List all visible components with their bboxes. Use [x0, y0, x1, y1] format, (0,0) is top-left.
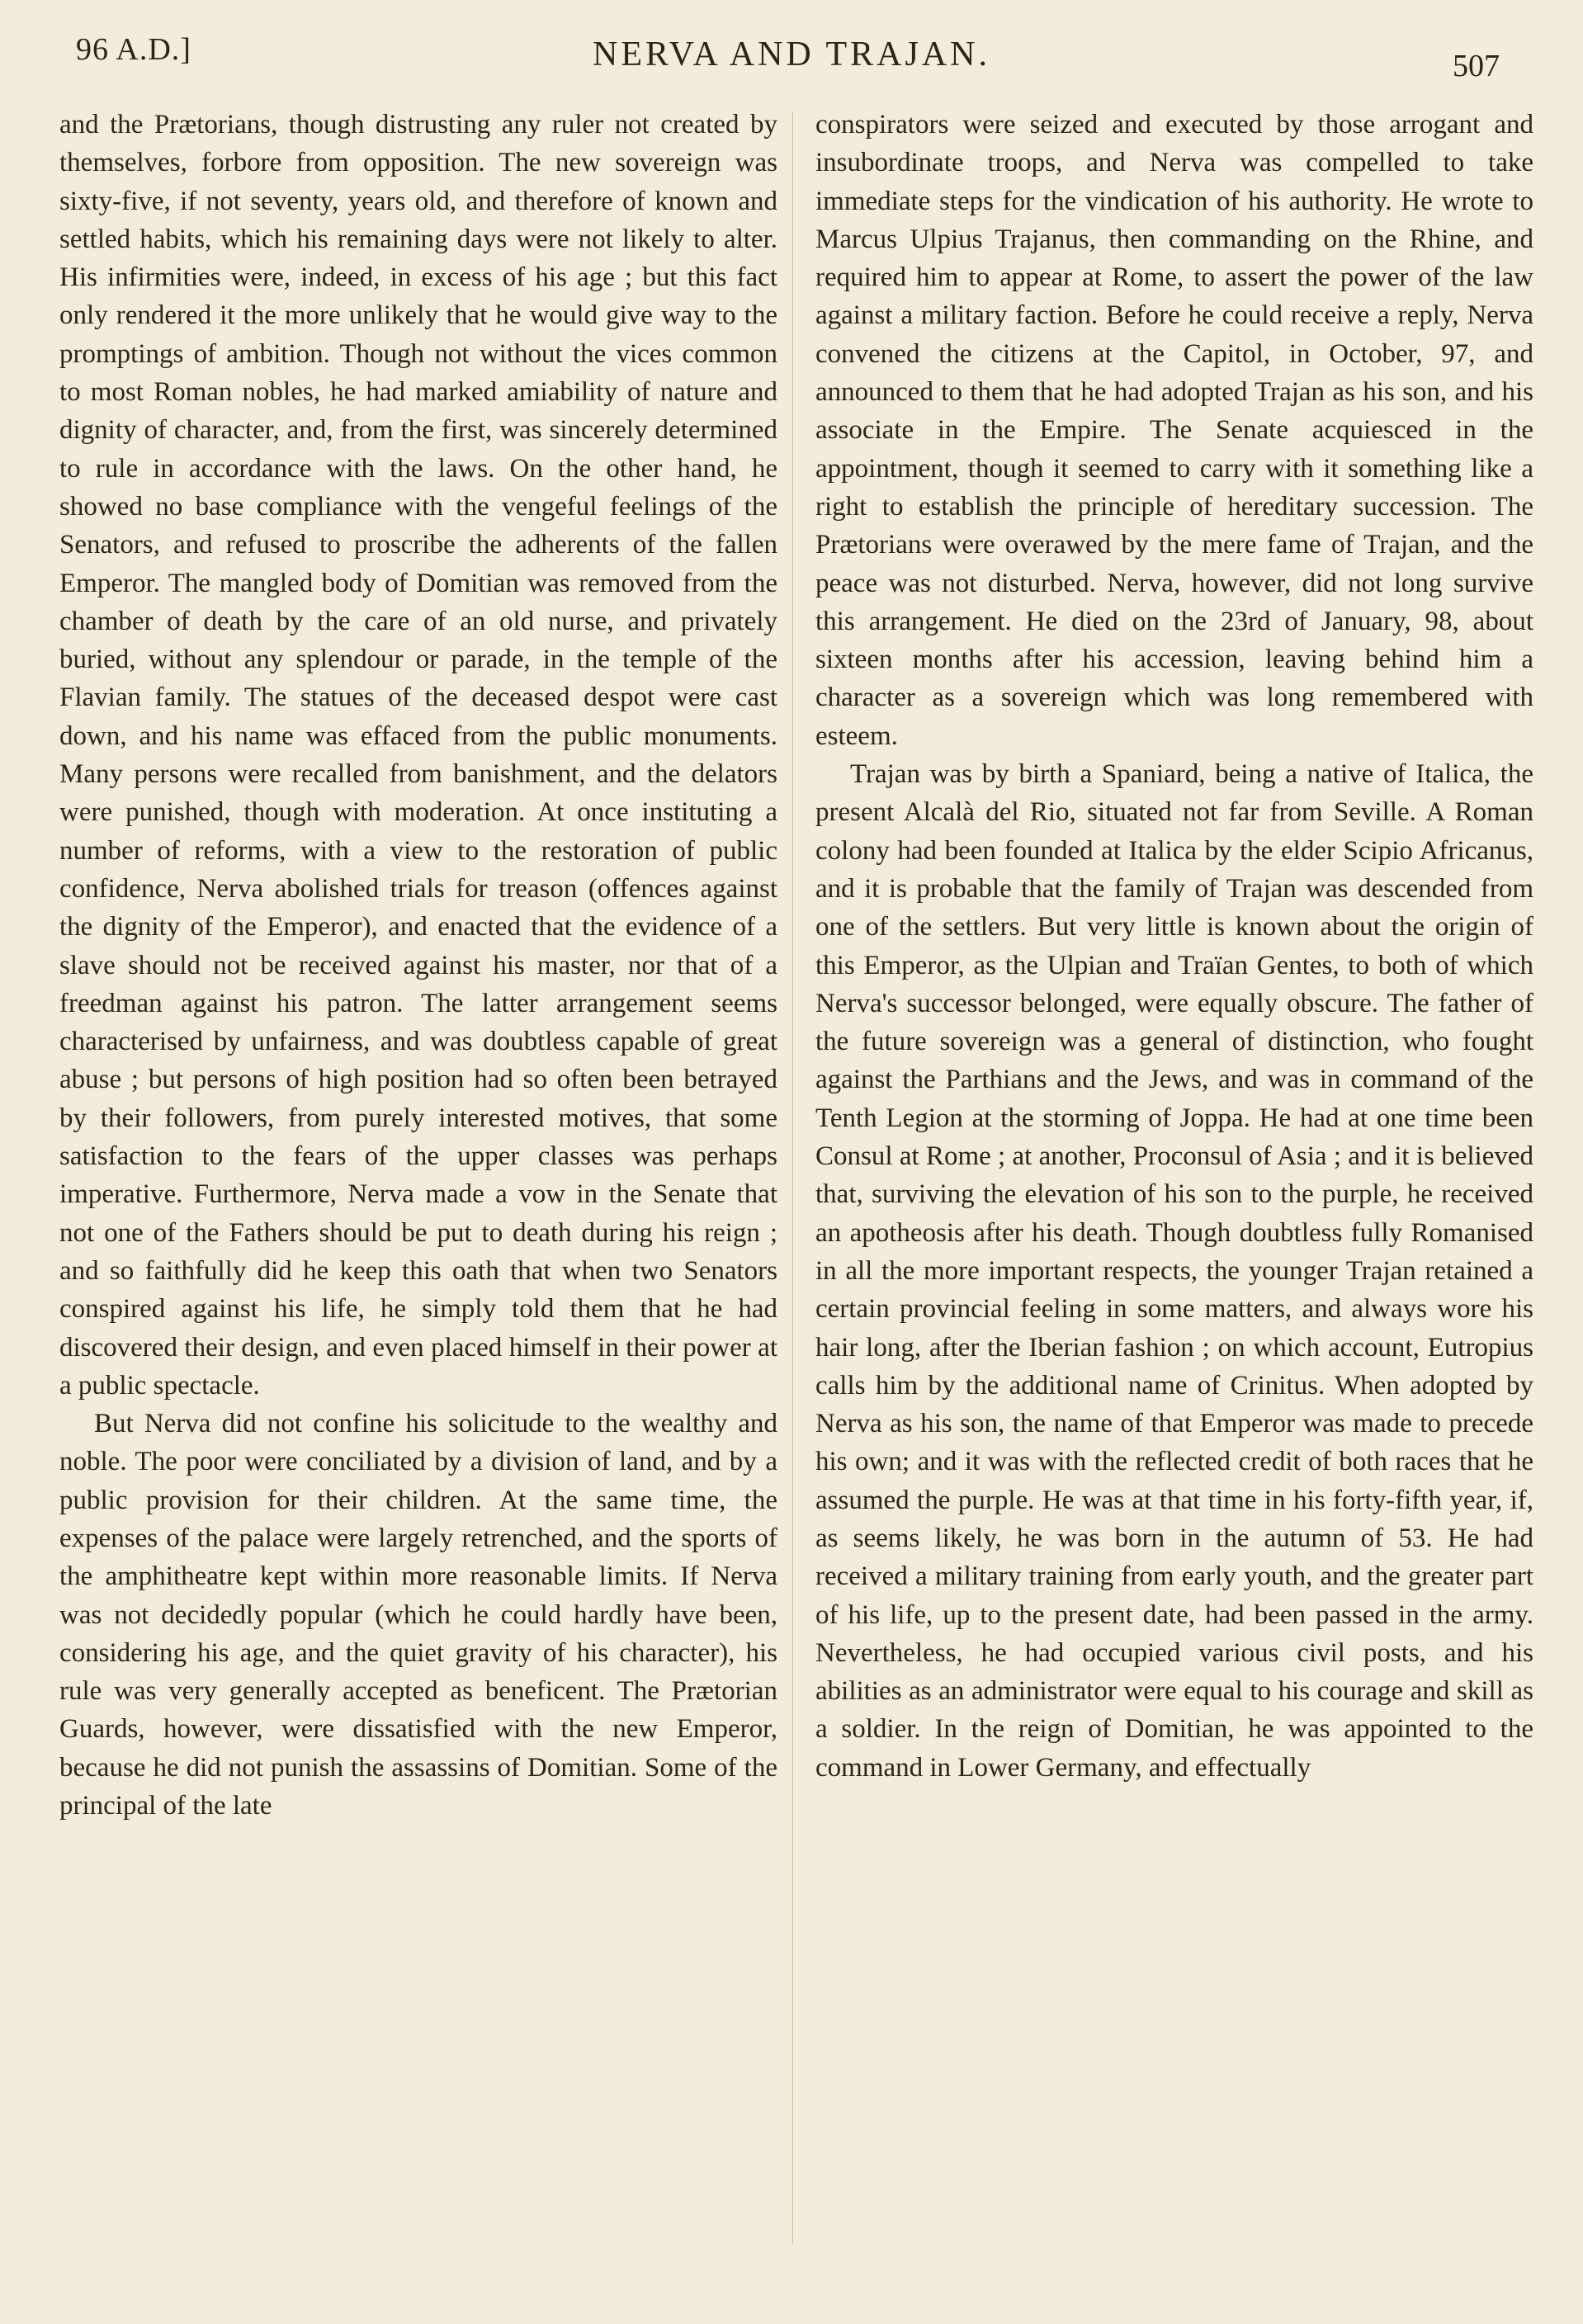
right-column — [815, 106, 1533, 2260]
left-column — [59, 106, 777, 2260]
column-divider — [792, 111, 793, 2245]
left-paragraph-1: and the Prætorians, though distrusting any ruler not created by themselves, forbore from opposition. The new sovereign was sixty-five, if not seventy, years old, and therefore of known and settled habits, which his remaining days were not likely to alter. His infirmities were, indeed, in excess of his age ; but this fact only rendered it the more unlikely that he would give way to the promptings of ambition. Though not without the vices common to most Roman nobles, he had marked amiability of nature and dignity of character, and, from the first, was sincerely determined to rule in accordance with the laws. On the other hand, he showed no base compliance with the vengeful feelings of the Senators, and refused to proscribe the adherents of the fallen Emperor. The mangled body of Domitian was removed from the chamber of death by the care of an old nurse, and privately buried, without any splendour or parade, in the temple of the Flavian family. The statues of the deceased despot were cast down, and his name was effaced from the public monuments. Many persons were recalled from banishment, and the delators were punished, though with moderation. At once instituting a number of reforms, with a view to the restoration of public confidence, Nerva abolished trials for treason (offences against the dignity of the Emperor), and enacted that the evidence of a slave should not be received against his master, nor that of a freedman against his patron. The latter arrangement seems characterised by unfairness, and was doubtless capable of great abuse ; but persons of high position had so often been betrayed by their followers, from purely interested motives, that some satisfaction to the fears of the upper classes was perhaps imperative. Furthermore, Nerva made a vow in the Senate that not one of the Fathers should be put to death during his reign ; and so faithfully did he keep this oath that when two Senators conspired against his life, he simply told them that he had discovered their design, and even placed himself in their power at a public spectacle. — [59, 110, 777, 1401]
right-paragraph-2: Trajan was by birth a Spaniard, being a native of Italica, the present Alcalà del Rio, situated not far from Seville. A Roman colony had been founded at Italica by the elder Scipio Africanus, and it is probable that the family of Trajan was descended from one of the settlers. But very little is known about the origin of this Emperor, as the Ulpian and Traïan Gentes, to both of which Nerva's successor belonged, were equally obscure. The father of the future sovereign was a general of distinction, who fought against the Parthians and the Jews, and was in command of the Tenth Legion at the storming of Joppa. He had at one time been Consul at Rome ; at another, Proconsul of Asia ; and it is believed that, surviving the elevation of his son to the purple, he received an apotheosis after his death. Though doubtless fully Romanised in all the more important respects, the younger Trajan retained a certain provincial feeling in some matters, and always wore his hair long, after the Iberian fashion ; on which account, Eutropius calls him by the additional name of Crinitus. When adopted by Nerva as his son, the name of that Emperor was made to precede his own; and it was with the reflected credit of both races that he assumed the purple. He was at that time in his forty-fifth year, if, as seems likely, he was born in the autumn of 53. He had received a military training from early youth, and the greater part of his life, up to the present date, had been passed in the army. Nevertheless, he had occupied various civil posts, and his abilities as an administrator were equal to his courage and skill as a soldier. In the reign of Domitian, he was appointed to the command in Lower Germany, and effectually — [815, 759, 1533, 1783]
right-paragraph-1: conspirators were seized and executed by those arrogant and insubordinate troops, and Nerva was compelled to take immediate steps for the vindication of his authority. He wrote to Marcus Ulpius Trajanus, then commanding on the Rhine, and required him to appear at Rome, to assert the power of the law against a military faction. Before he could receive a reply, Nerva convened the citizens at the Capitol, in October, 97, and announced to them that he had adopted Trajan as his son, and his associate in the Empire. The Senate acquiesced in the appointment, though it seemed to carry with it something like a right to establish the principle of hereditary succession. The Prætorians were overawed by the mere fame of Trajan, and the peace was not disturbed. Nerva, however, did not long survive this arrangement. He died on the 23rd of January, 98, about sixteen months after his accession, leaving behind him a character as a sovereign which was long remembered with esteem. — [815, 110, 1533, 751]
page-title: NERVA AND TRAJAN. — [593, 35, 990, 73]
running-header — [0, 0, 1583, 91]
header-date: 96 A.D.] — [76, 32, 191, 67]
left-paragraph-2: But Nerva did not confine his solicitude to the wealthy and noble. The poor were conciliated by a division of land, and by a public provision for their children. At the same time, the expenses of the palace were largely retrenched, and the sports of the amphitheatre kept within more reasonable limits. If Nerva was not decidedly popular (which he could hardly have been, considering his age, and the quiet gravity of his character), his rule was very generally accepted as beneficent. The Prætorian Guards, however, were dissatisfied with the new Emperor, because he did not punish the assassins of Domitian. Some of the principal of the late — [59, 1409, 777, 1821]
page-number: 507 — [1453, 49, 1500, 83]
